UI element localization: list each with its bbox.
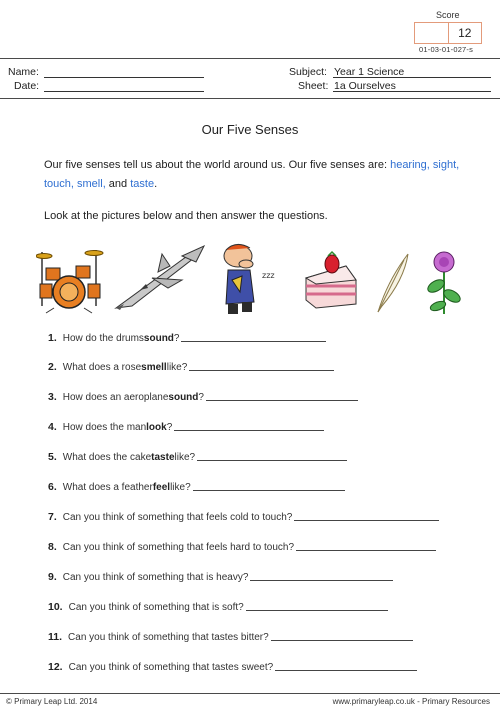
date-line[interactable] [44,91,204,92]
question-keyword: look [146,422,167,433]
question-number: 7. [48,511,57,523]
sheet-value: 1a Ourselves [334,80,396,92]
question-number: 6. [48,481,57,493]
question-number: 10. [48,601,63,613]
question-number: 5. [48,451,57,463]
question-number: 2. [48,361,57,373]
footer-divider [0,693,500,694]
answer-line[interactable] [197,460,347,461]
feather-image [374,250,414,314]
intro-end: . [154,178,158,190]
answer-line[interactable] [250,580,393,581]
answer-line[interactable] [206,400,358,401]
question-text: What does the cake [62,452,152,463]
question-text: Can you think of something that tastes sweet? [68,662,274,673]
sheet-label: Sheet: [298,80,329,92]
question-number: 1. [48,332,57,344]
drum-kit-image [36,246,106,314]
question-4 [48,421,324,433]
question-9 [48,571,393,583]
answer-line[interactable] [275,670,417,671]
question-number: 4. [48,421,57,433]
question-number: 11. [48,631,63,643]
question-keyword: sound [143,333,174,344]
question-text-end: ? [198,392,204,403]
score-label: Score [436,10,460,20]
question-text: What does a feather [62,482,153,493]
name-label: Name: [8,66,39,78]
question-text: Can you think of something that tastes bitter? [68,632,269,643]
question-text-end: ? [166,422,173,433]
question-keyword: taste [151,452,175,463]
question-1 [48,332,326,344]
answer-line[interactable] [246,610,388,611]
question-text-end: like? [170,482,191,493]
answer-line[interactable] [189,370,334,371]
answer-line[interactable] [296,550,436,551]
answer-line[interactable] [181,341,326,342]
header-divider [0,98,500,99]
score-empty-cell [415,23,449,43]
intro-text: Our five senses tell us about the world around us. Our five senses are: [44,159,391,171]
score-box [414,22,482,44]
question-number: 3. [48,391,57,403]
intro-paragraph [44,156,474,194]
question-5 [48,451,347,463]
question-text: Can you think of something that feels cold to touch? [62,512,293,523]
question-text: Can you think of something that feels hard to touch? [62,542,295,553]
fighter-jet-image [112,244,208,314]
question-text-end: like? [174,452,196,463]
question-text-end: like? [166,362,188,373]
sense-touch-smell: touch, smell, [44,178,106,190]
worksheet-code: 01-03-01-027-s [419,45,474,54]
subject-value: Year 1 Science [334,66,405,78]
copyright-text: © Primary Leap Ltd. 2014 [6,697,98,706]
intro-and: and [105,178,131,190]
question-keyword: sound [168,392,199,403]
rose-image [424,248,464,316]
answer-line[interactable] [271,640,413,641]
subject-label: Subject: [289,66,327,78]
score-value: 12 [458,26,472,40]
date-label: Date: [14,80,40,92]
answer-line[interactable] [193,490,345,491]
cake-slice-image [302,250,360,310]
question-number: 9. [48,571,57,583]
instruction-text: Look at the pictures below and then answer the questions. [44,210,328,222]
question-7 [48,511,439,523]
question-text-end: ? [173,333,180,344]
question-text: How does the man [62,422,147,433]
question-text: Can you think of something that is soft? [68,602,244,613]
question-10 [48,601,388,613]
question-2 [48,361,334,373]
question-12 [48,661,417,673]
sense-hearing-sight: hearing, sight, [390,159,460,171]
question-11 [48,631,413,643]
question-8 [48,541,436,553]
footer-website[interactable]: www.primaryleap.co.uk - Primary Resources [332,697,490,706]
question-6 [48,481,345,493]
sense-taste: taste [130,178,155,190]
name-line[interactable] [44,77,204,78]
answer-line[interactable] [294,520,439,521]
question-number: 12. [48,661,63,673]
question-text: What does a rose [62,362,142,373]
question-3 [48,391,358,403]
question-text: How do the drums [62,333,144,344]
page-title: Our Five Senses [201,122,299,137]
question-keyword: smell [141,362,167,373]
sleepy-man-image [210,240,290,318]
question-keyword: feel [152,482,171,493]
top-divider [0,58,500,59]
question-text: Can you think of something that is heavy? [62,572,249,583]
answer-line[interactable] [174,430,324,431]
question-text: How does an aeroplane [62,392,169,403]
question-number: 8. [48,541,57,553]
svg-text:zzz: zzz [262,271,275,280]
